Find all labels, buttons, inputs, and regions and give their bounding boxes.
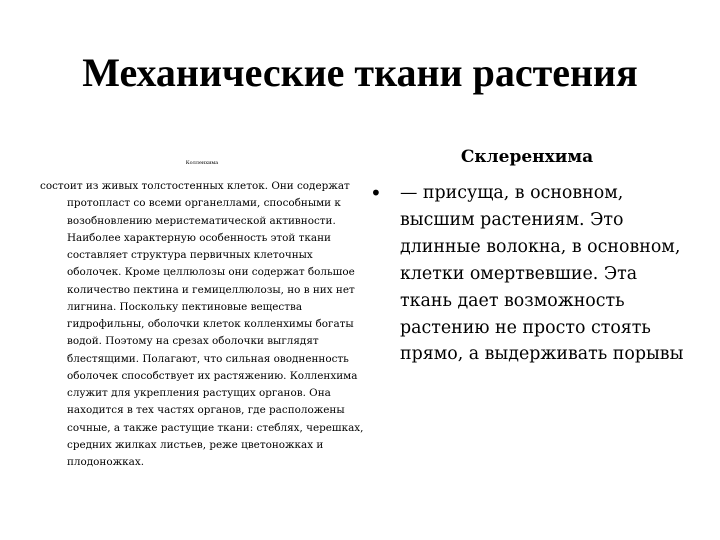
sclerenchyma-description: — присуща, в основном, высшим растениям. Это длинные волокна, в основном, клетки омертвевшие. Эта ткань дает возможность растению не просто стоять прямо, а выдерживать порывы — [400, 183, 684, 365]
sclerenchyma-heading: Склеренхима — [460, 147, 594, 167]
collenchyma-heading: Колленхима — [185, 160, 219, 166]
collenchyma-description: состоит из живых толстостенных клеток. Они содержат протопласт со всеми органеллами, способными к возобновлению меристематической активности. Наиболее характерную особенность этой ткани составляет структура первичных клеточных оболочек. Кроме целлюлозы они содержат большое количество пектина и гемицеллюлозы, но в них нет лигнина. Поскольку пектиновые вещества гидрофильны, оболочки клеток колленхимы богаты водой. Поэтому на срезах оболочки выглядят блестящими. Полагают, что сильная оводненность оболочек способствует их растяжению. Колленхима служит для укрепления растущих органов. Она находится в тех частях органов, где расположены сочные, а также растущие ткани: стеблях, черешках, средних жилках листьев, реже цветоножках и плодоножках. — [40, 180, 364, 468]
sclerenchyma-bullet-list — [370, 180, 688, 368]
slide-title: Механические ткани растения — [82, 49, 638, 95]
bullet-dot-icon: • — [370, 181, 382, 205]
sclerenchyma-bullet-item — [370, 180, 688, 368]
